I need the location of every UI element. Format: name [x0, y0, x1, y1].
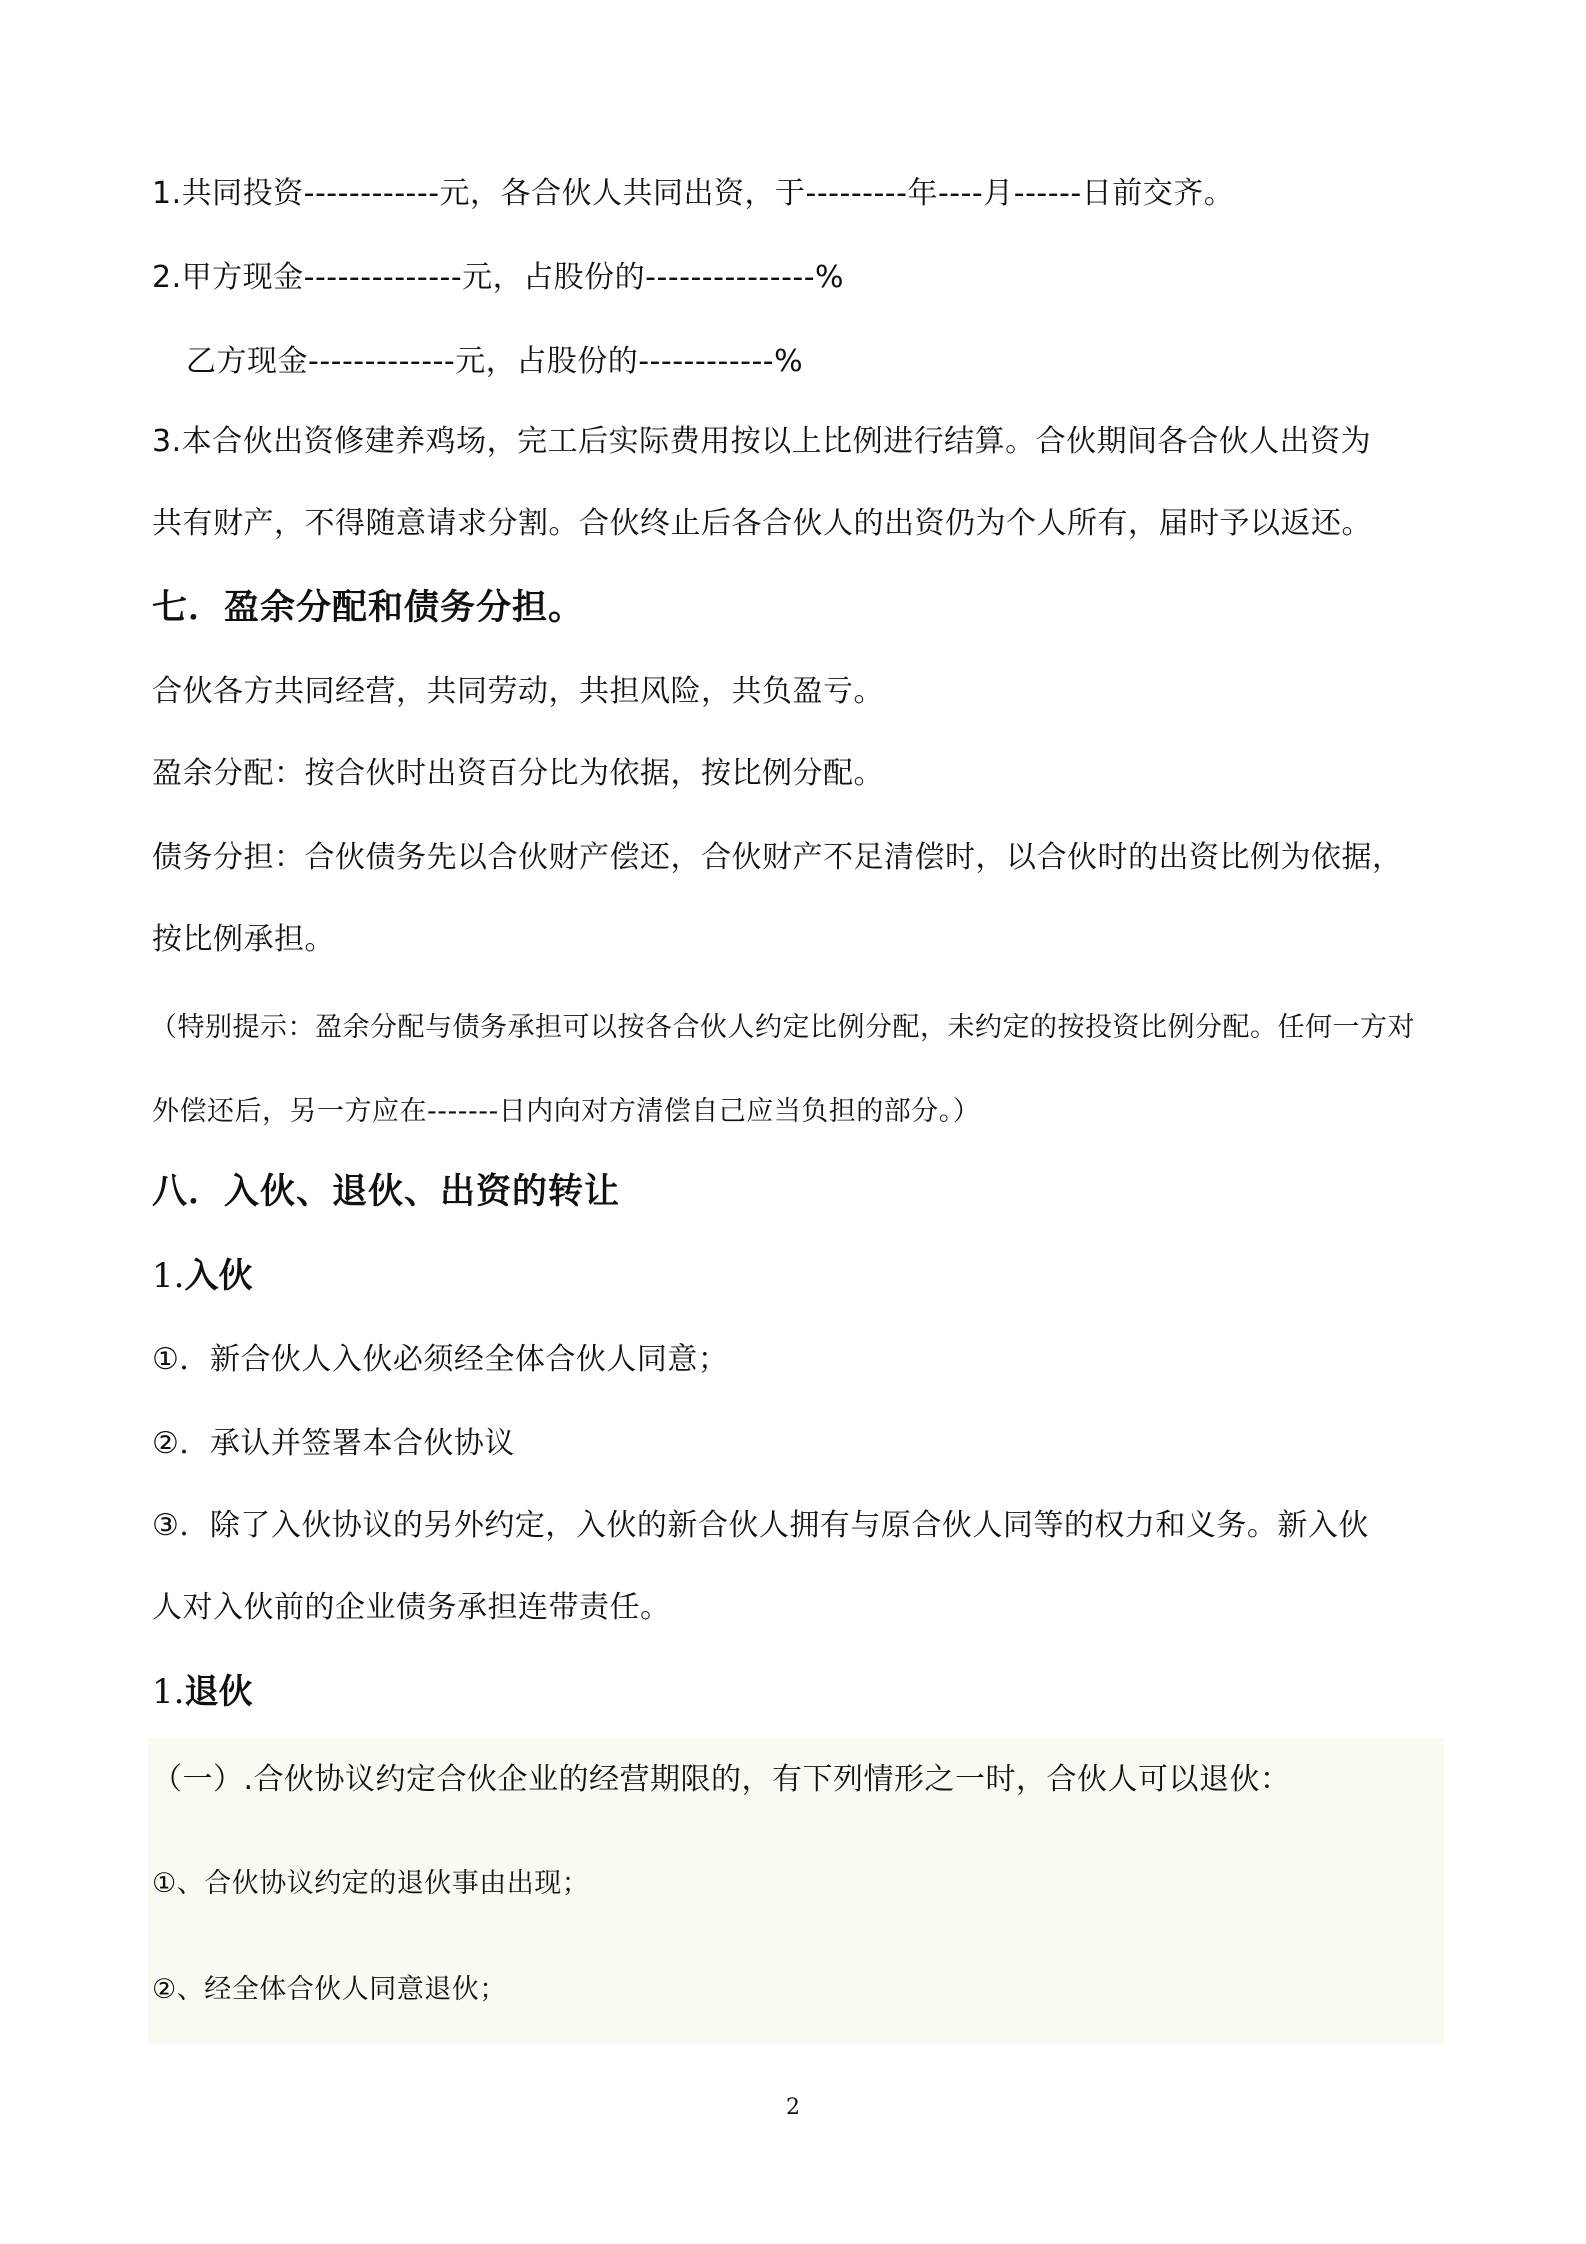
join-item-3b: 人对入伙前的企业债务承担连带责任。 [152, 1590, 671, 1625]
withdraw-subheading [152, 1668, 252, 1716]
text-line-party-a-cash: 2.甲方现金--------------元，占股份的---------------% [152, 260, 845, 295]
section-8-title: 八．入伙、退伙、出资的转让 [152, 1172, 621, 1212]
withdraw-label: 退伙 [184, 1672, 253, 1712]
text-line-clause-3a: 3.本合伙出资修建养鸡场，完工后实际费用按以上比例进行结算。合伙期间各合伙人出资为 [152, 424, 1372, 459]
join-number: 1. [152, 1256, 185, 1296]
withdraw-number: 1. [152, 1672, 185, 1712]
section-7-line-3: 债务分担：合伙债务先以合伙财产偿还，合伙财产不足清偿时，以合伙时的出资比例为依据， [152, 840, 1403, 875]
page-number: 2 [786, 2095, 800, 2120]
join-label: 入伙 [184, 1256, 253, 1296]
special-note-line-2: 外偿还后，另一方应在-------日内向对方清偿自己应当负担的部分。） [152, 1096, 981, 1127]
join-item-3a: ③．除了入伙协议的另外约定，入伙的新合伙人拥有与原合伙人同等的权力和义务。新入伙 [152, 1508, 1369, 1543]
text-line-clause-3b: 共有财产，不得随意请求分割。合伙终止后各合伙人的出资仍为个人所有，届时予以返还。 [152, 506, 1372, 541]
section-7-line-4: 按比例承担。 [152, 922, 335, 957]
section-7-title: 七．盈余分配和债务分担。 [152, 588, 585, 628]
withdraw-item-1: ①、合伙协议约定的退伙事由出现； [152, 1868, 590, 1899]
section-7-line-1: 合伙各方共同经营，共同劳动，共担风险，共负盈亏。 [152, 674, 884, 709]
join-item-1: ①．新合伙人入伙必须经全体合伙人同意； [152, 1342, 729, 1377]
section-7-line-2: 盈余分配：按合伙时出资百分比为依据，按比例分配。 [152, 756, 884, 791]
withdraw-item-2: ②、经全体合伙人同意退伙； [152, 1974, 507, 2005]
withdraw-intro: （一）.合伙协议约定合伙企业的经营期限的，有下列情形之一时，合伙人可以退伙： [152, 1762, 1291, 1797]
text-line-investment: 1.共同投资------------元，各合伙人共同出资，于---------年----月------日前交齐。 [152, 176, 1235, 211]
join-subheading [152, 1252, 252, 1300]
special-note-line-1: （特别提示：盈余分配与债务承担可以按各合伙人约定比例分配，未约定的按投资比例分配。任何一方对 [150, 1012, 1415, 1043]
text-line-party-b-cash: 乙方现金-------------元，占股份的------------% [186, 344, 804, 379]
join-item-2: ②．承认并签署本合伙协议 [152, 1426, 515, 1461]
